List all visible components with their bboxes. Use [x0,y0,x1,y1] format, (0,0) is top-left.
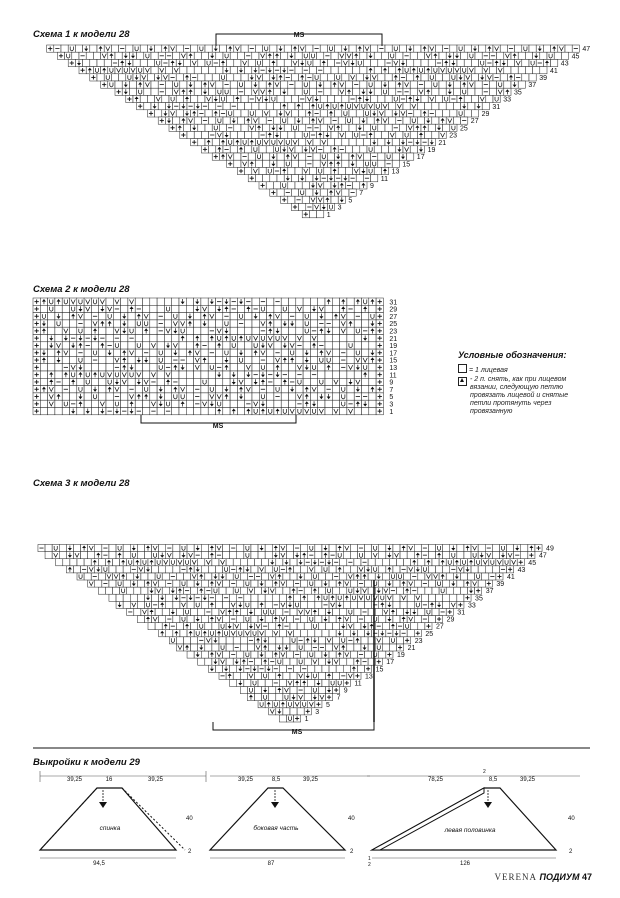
chart2-row-label: 3 [389,401,394,409]
chart3-row-label: 27 [436,623,444,631]
back-piece-shape [40,788,176,850]
chart1-row-label: 9 [370,183,374,190]
chart3-row-label: 25 [425,630,434,638]
chart2-row-label: 21 [389,335,398,343]
chart3-row-label: 11 [354,680,362,688]
chart2-ms-label: MS [212,423,224,430]
chart1-row-label: 15 [402,161,411,169]
chart2-row-label: 27 [389,313,398,321]
magazine-name-2: ПОДИУМ [539,872,580,882]
chart2-row-label: 9 [389,379,394,387]
magazine-name: VERENA [494,872,538,882]
chart3-row-label: 41 [507,574,515,581]
chart2-row-label: 29 [389,306,398,314]
chart3-row-label: 7 [336,694,341,702]
chart1-row-label: 43 [560,60,569,68]
left-piece-label: левая половинка [444,827,496,834]
chart1-row-label: 1 [326,211,331,219]
chart3-title: Схема 3 к модели 28 [33,478,130,489]
chart3-row-label: 47 [538,552,547,560]
left-top-left: 78,25 [428,777,444,783]
chart1-row-label: 7 [359,190,364,198]
back-side-dim: 40 [186,816,193,822]
left-piece-shape [372,788,556,850]
chart1-title: Схема 1 к модели 28 [33,29,130,40]
legend-title: Условные обозначения: [458,350,567,360]
left-top-mid: 8,5 [488,777,498,783]
chart1-row-label: 23 [449,132,457,140]
chart3-row-label: 23 [414,637,423,645]
chart2-row-label: 1 [389,408,394,416]
chart1-row-label: 33 [503,96,511,104]
chart2-row-label: 11 [389,372,397,380]
chart3-row-label: 5 [325,701,330,709]
chart3-row-label: 45 [528,559,537,567]
chart1-row-label: 27 [470,118,479,126]
left-left-edge: 1 [368,856,371,862]
chart1-row-label: 3 [337,204,342,212]
left-top-edge: 2 [483,769,486,775]
side-bottom-dim: 87 [267,861,275,867]
chart3-row-label: 19 [396,652,405,660]
chart1-row-label: 39 [539,75,547,82]
chart3-row-label: 29 [446,616,455,624]
back-top-mid: 16 [105,777,113,783]
chart2-row-label: 19 [389,343,398,351]
legend-slip-text: - 2 п. снять, как при лицевом вязании, следующую петлю провязать лицевой и снятые петли протянуть через провязанную [470,376,569,415]
chart3-row-label: 43 [517,566,526,574]
chart2-row-label: 31 [389,299,398,307]
chart2-row-label: 5 [389,394,394,402]
chart1-row-label: 29 [481,111,490,118]
chart1-row-label: 21 [438,139,447,147]
left-top-right: 39,25 [520,777,536,783]
side-top-mid: 8,5 [271,777,281,783]
chart2-row-label: 25 [389,321,398,329]
side-top-left: 39,25 [238,777,254,783]
chart1-row-label: 17 [416,154,425,162]
side-piece-shape [210,788,345,850]
back-top-right: 39,25 [148,777,164,783]
back-top-left: 39,25 [67,777,83,783]
chart1-row-label: 13 [391,168,400,176]
chart3-row-label: 37 [485,588,494,596]
chart1-row-label: 41 [550,67,558,75]
left-side-dim: 40 [568,816,575,822]
chart1-row-label: 11 [380,175,389,183]
chart1-row-label: 5 [348,197,353,205]
chart3-row-label: 35 [475,595,483,603]
side-side-dim: 40 [348,816,355,822]
left-edge-dim: 2 [569,849,573,855]
chart1-row-label: 35 [514,89,522,97]
chart3-row-label: 9 [343,687,348,695]
chart3-row-label: 39 [496,581,505,589]
chart3-row-label: 17 [386,659,395,667]
back-bottom-dim: 94,5 [93,861,105,867]
chart3-row-label: 3 [315,708,320,716]
chart2-ms-bracket [141,415,296,423]
chart3-row-label: 13 [365,673,373,681]
chart1-row-label: 19 [427,147,436,154]
chart3-row-label: 15 [375,666,384,674]
chart1-row-label: 31 [492,103,501,111]
chart2-grid [33,298,383,415]
side-edge-dim: 2 [350,849,354,855]
chart2-row-label: 13 [389,365,398,372]
chart1-row-label: 25 [460,125,468,133]
back-edge-dim: 2 [188,849,192,855]
legend-knit-text: = 1 лицевая [469,367,508,374]
chart2-row-label: 17 [389,350,398,358]
chart2-row-label: 15 [389,357,398,365]
chart3-ms-label: MS [291,729,303,736]
chart3-row-label: 21 [407,645,416,652]
page-number: 47 [581,872,592,882]
chart2-row-label: 23 [389,328,398,336]
side-piece-label: боковая часть [253,825,299,832]
back-piece-label: спинка [99,825,121,832]
left-bottom-dim: 126 [459,861,471,867]
chart3-row-label: 49 [546,545,554,553]
chart1-row-label: 45 [571,53,580,61]
chart2-row-label: 7 [389,386,394,394]
chart3-row-label: 1 [304,716,309,723]
chart1-grid [47,45,580,218]
chart1-ms-label: MS [293,32,305,39]
chart3-row-label: 33 [467,602,476,610]
chart3-row-label: 31 [457,609,466,617]
side-top-right: 39,25 [303,777,319,783]
chart1-row-label: 37 [528,82,537,90]
left-left-edge-2: 2 [368,862,371,868]
patterns-title: Выкройки к модели 29 [33,757,140,768]
chart3-grid [38,545,542,723]
page-footer [495,872,592,882]
chart2-title: Схема 2 к модели 28 [33,284,130,295]
chart1-row-label: 47 [582,46,591,54]
